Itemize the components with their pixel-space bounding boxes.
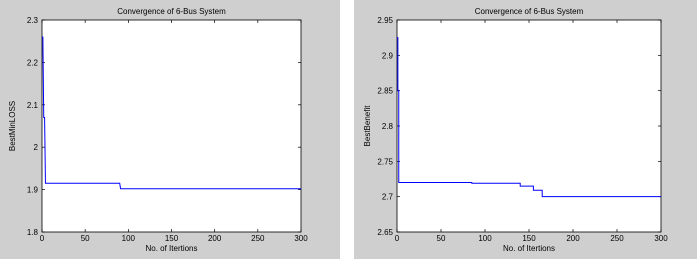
y-axis-label-left: BestMinLOSS — [8, 100, 17, 152]
x-tick-label: 50 — [436, 234, 446, 243]
x-tick-label: 0 — [394, 234, 400, 243]
y-tick-label: 2.9 — [381, 51, 393, 61]
plot-area-right — [397, 20, 661, 232]
x-tick-label: 250 — [251, 234, 265, 243]
y-tick-label: 2.75 — [377, 157, 393, 167]
y-tick-label: 1.9 — [26, 185, 38, 195]
x-tick-label: 150 — [522, 234, 536, 243]
chart-left — [0, 0, 340, 259]
y-axis-label-right: BestBenefit — [363, 105, 372, 147]
chart-right — [354, 0, 697, 259]
y-tick-label: 2.3 — [26, 16, 38, 25]
chart-title-right: Convergence of 6-Bus System — [474, 7, 584, 16]
chart-title-left: Convergence of 6-Bus System — [117, 7, 226, 16]
plot-area-left — [42, 20, 301, 232]
x-tick-label: 150 — [164, 234, 179, 243]
y-tick-label: 2.65 — [377, 228, 393, 237]
figure-left — [0, 0, 340, 259]
x-tick-label: 50 — [80, 234, 90, 243]
x-axis-label-left: No. of Itertions — [145, 244, 198, 253]
y-tick-label: 2.8 — [381, 122, 393, 131]
figure-right — [354, 0, 697, 259]
x-tick-label: 200 — [207, 234, 222, 243]
y-tick-label: 2 — [33, 143, 38, 153]
x-tick-label: 200 — [566, 234, 580, 243]
x-tick-label: 100 — [478, 234, 492, 243]
y-tick-label: 1.8 — [26, 228, 38, 237]
x-tick-label: 300 — [294, 234, 308, 243]
x-tick-label: 0 — [39, 234, 45, 243]
x-axis-label-right: No. of Itertions — [502, 244, 556, 253]
y-tick-label: 2.95 — [377, 16, 393, 25]
x-tick-label: 100 — [121, 234, 136, 243]
y-tick-label: 2.1 — [26, 100, 38, 110]
x-tick-label: 250 — [610, 234, 624, 243]
y-tick-label: 2.7 — [381, 192, 393, 202]
y-tick-label: 2.85 — [377, 86, 393, 96]
x-tick-label: 300 — [654, 234, 668, 243]
y-tick-label: 2.2 — [26, 58, 38, 68]
